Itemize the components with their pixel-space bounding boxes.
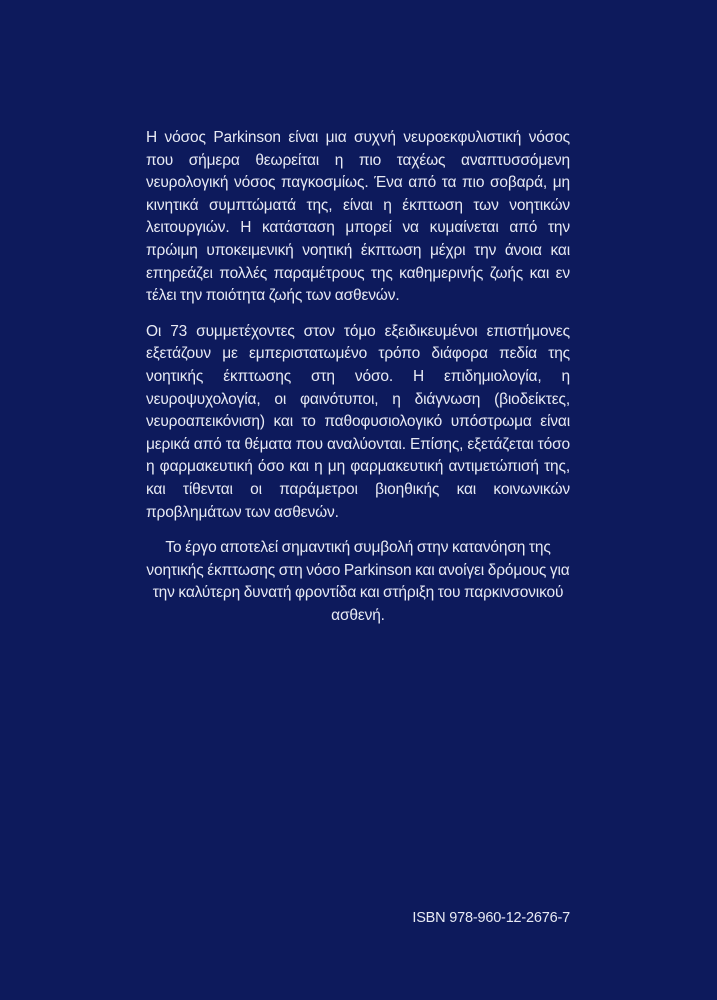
isbn-label: ISBN 978-960-12-2676-7: [412, 910, 570, 926]
blurb-paragraph-2: Οι 73 συμμετέχοντες στον τόμο εξειδικευμένοι επιστήμονες εξετάζουν με εμπεριστατωμένο τρόπο διάφορα πεδία της νοητικής έκπτωσης στη νόσο. Η επιδημιολογία, η νευροψυχολογία, οι φαινότυποι, η διάγνωση (βιοδείκτες, νευροαπεικόνιση) και το παθοφυσιολογικό υπόστρωμα είναι μερικά από τα θέματα που αναλύονται. Επίσης, εξετάζεται τόσο η φαρμακευτική όσο και η μη φαρμακευτική αντιμετώπισή της, και τίθενται οι παράμετροι βιοηθικής και κοινωνικών προβλημάτων των ασθενών.: [146, 322, 570, 521]
blurb-paragraph-1: Η νόσος Parkinson είναι μια συχνή νευροεκφυλιστική νόσος που σήμερα θεωρείται η πιο ταχέως αναπτυσσόμενη νευρολογική νόσος παγκοσμίως. Ένα από τα πιο σοβαρά, μη κινητικά συμπτώματά της, είναι η έκπτωση των νοητικών λειτουργιών. Η κατάσταση μπορεί να κυμαίνεται από την πρώιμη υποκειμενική νοητική έκπτωση μέχρι την άνοια και επηρεάζει πολλές παραμέτρους της καθημερινής ζωής και εν τέλει την ποιότητα ζωής των ασθενών.: [146, 129, 570, 305]
blurb-text: [146, 127, 570, 640]
blurb-paragraph-3: Το έργο αποτελεί σημαντική συμβολή στην κατανόηση της νοητικής έκπτωσης στη νόσο Parkinson και ανοίγει δρόμους για την καλύτερη δυνατή φροντίδα και στήριξη του παρκινσονικού ασθενή.: [146, 539, 570, 624]
